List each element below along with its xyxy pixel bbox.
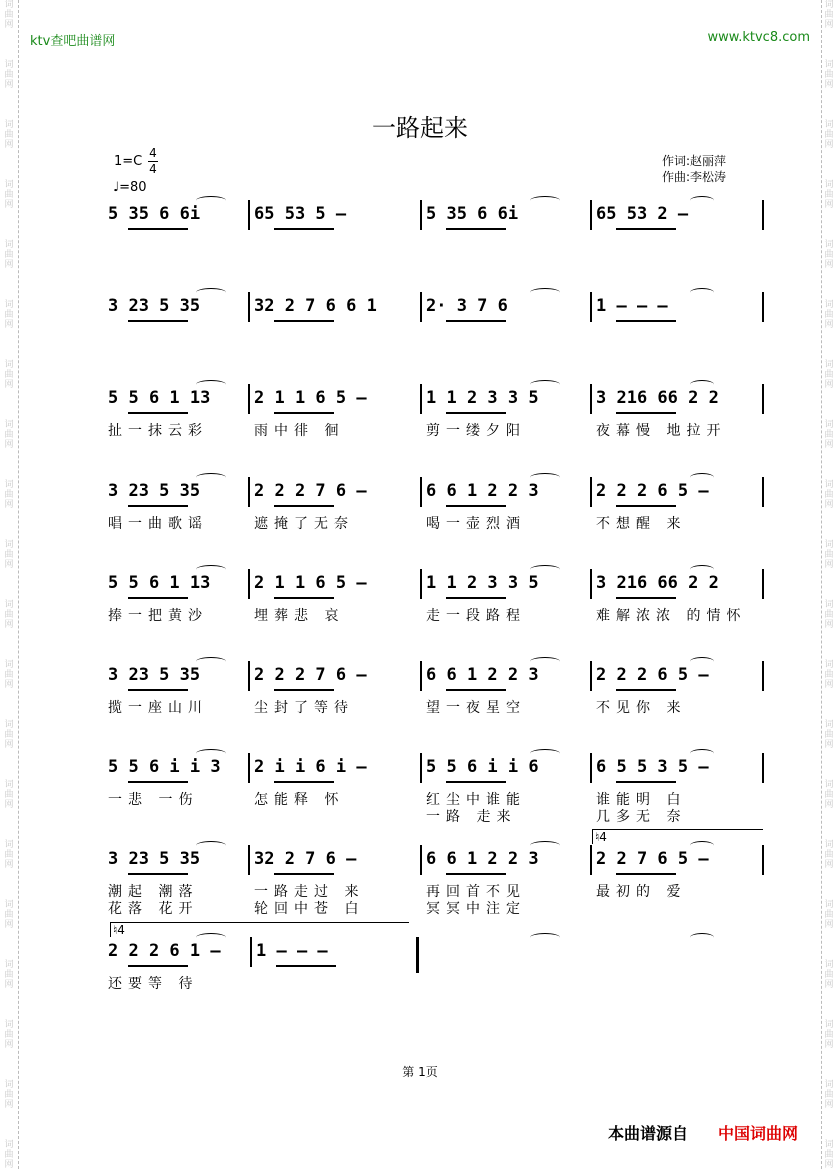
site-url-header[interactable]: www.ktvc8.com [707, 30, 810, 45]
tempo-marking [113, 180, 147, 195]
measure-notes: 1 – – – [596, 296, 668, 316]
measure-notes: 2 2 2 7 6 – [254, 665, 367, 685]
bar-line [762, 753, 764, 783]
watermark-text: 词 曲 网 [824, 960, 834, 990]
slur-mark [690, 749, 714, 758]
lyric-line-second-verse: 冥冥中注定 [426, 901, 526, 917]
bar-line [248, 477, 250, 507]
key-signature: 1=C [114, 154, 143, 169]
slur-mark [196, 841, 226, 850]
score-row [0, 388, 840, 468]
slur-mark [690, 657, 714, 666]
measure-notes: 3 23 5 35 [108, 296, 201, 316]
measure-notes: 5 5 6 1 13 [108, 388, 211, 408]
lyric-line: 夜幕慢 地拉开 [596, 423, 727, 439]
slur-mark [690, 380, 714, 389]
bar-line [762, 384, 764, 414]
watermark-text: 词 曲 网 [4, 840, 14, 870]
beam-line [446, 412, 506, 414]
watermark-text: 词 曲 网 [824, 540, 834, 570]
measure-notes: 2 i i 6 i – [254, 757, 367, 777]
bar-line [590, 569, 592, 599]
measure-notes: 3 216 66 2 2 [596, 388, 719, 408]
bar-line [248, 384, 250, 414]
lyric-line: 喝一壶烈酒 [426, 516, 526, 532]
bar-line [248, 845, 250, 875]
meter-bottom: 4 [149, 162, 157, 176]
bar-line [420, 569, 422, 599]
watermark-text: 词 曲 网 [824, 660, 834, 690]
beam-line [274, 320, 334, 322]
watermark-text: 词 曲 网 [824, 300, 834, 330]
lyric-line: 怎能释 怀 [254, 792, 345, 808]
measure-notes: 1 1 2 3 3 5 [426, 573, 539, 593]
lyric-line: 走一段路程 [426, 608, 526, 624]
lyric-line: 难解浓浓 的情怀 [596, 608, 747, 624]
quarter-note-icon: ♩ [113, 180, 120, 195]
lyric-line: 遮掩了无奈 [254, 516, 354, 532]
volta-label: ♮4 [595, 830, 607, 844]
lyric-line-second-verse: 花落 花开 [108, 901, 199, 917]
bar-line [248, 753, 250, 783]
measure-notes: 5 5 6 1 13 [108, 573, 211, 593]
watermark-text: 词 曲 网 [824, 0, 834, 30]
measure-notes: 32 2 7 6 6 1 [254, 296, 377, 316]
beam-line [446, 597, 506, 599]
beam-line [616, 597, 676, 599]
beam-line [446, 228, 506, 230]
meter-top: 4 [149, 146, 157, 160]
bar-line [250, 937, 252, 967]
bar-line [420, 477, 422, 507]
watermark-text: 词 曲 网 [4, 0, 14, 30]
slur-mark [196, 749, 226, 758]
watermark-text: 词 曲 网 [824, 720, 834, 750]
slur-mark [690, 565, 714, 574]
measure-notes: 2 2 2 6 1 – [108, 941, 221, 961]
lyric-line: 最初的 爱 [596, 884, 687, 900]
bar-line [420, 845, 422, 875]
lyric-line: 唱一曲歌谣 [108, 516, 208, 532]
watermark-text: 词 曲 网 [4, 600, 14, 630]
score-row [0, 665, 840, 745]
bar-line [762, 845, 764, 875]
lyric-line: 潮起 潮落 [108, 884, 199, 900]
slur-mark [530, 933, 560, 942]
lyric-line: 埋葬悲 哀 [254, 608, 345, 624]
lyric-line-second-verse: 几多无 奈 [596, 809, 687, 825]
watermark-text: 词 曲 网 [4, 900, 14, 930]
lyric-line: 望一夜星空 [426, 700, 526, 716]
bar-line [248, 292, 250, 322]
slur-mark [530, 196, 560, 205]
watermark-text: 词 曲 网 [824, 1020, 834, 1050]
watermark-text: 词 曲 网 [824, 900, 834, 930]
slur-mark [530, 657, 560, 666]
volta-bracket [110, 922, 409, 937]
watermark-text: 词 曲 网 [4, 60, 14, 90]
measure-notes: 3 23 5 35 [108, 665, 201, 685]
beam-line [446, 781, 506, 783]
page-number: 第 1页 [402, 1065, 438, 1079]
bar-line [416, 937, 419, 973]
measure-notes: 1 1 2 3 3 5 [426, 388, 539, 408]
beam-line [128, 689, 188, 691]
lyric-line: 谁能明 白 [596, 792, 687, 808]
score-row [0, 204, 840, 284]
bar-line [590, 477, 592, 507]
measure-notes: 1 – – – [256, 941, 328, 961]
watermark-text: 词 曲 网 [824, 1140, 834, 1170]
lyric-line: 扯一抹云彩 [108, 423, 208, 439]
source-site-link[interactable]: 中国词曲网 [718, 1124, 799, 1143]
bar-line [590, 661, 592, 691]
measure-notes: 3 23 5 35 [108, 849, 201, 869]
watermark-text: 词 曲 网 [4, 660, 14, 690]
source-label: 本曲谱源自 [608, 1124, 689, 1143]
beam-line [276, 965, 336, 967]
bar-line [762, 477, 764, 507]
watermark-text: 词 曲 网 [4, 420, 14, 450]
bar-line [420, 753, 422, 783]
watermark-text: 词 曲 网 [4, 780, 14, 810]
composer: 作曲:李松涛 [662, 170, 727, 184]
measure-notes: 2 1 1 6 5 – [254, 388, 367, 408]
slur-mark [530, 841, 560, 850]
lyricist: 作词:赵丽萍 [662, 154, 727, 168]
slur-mark [196, 473, 226, 482]
beam-line [128, 228, 188, 230]
watermark-text: 词 曲 网 [4, 960, 14, 990]
slur-mark [530, 565, 560, 574]
watermark-text: 词 曲 网 [824, 180, 834, 210]
watermark-text: 词 曲 网 [824, 1080, 834, 1110]
slur-mark [196, 657, 226, 666]
beam-line [274, 689, 334, 691]
score-row [0, 481, 840, 561]
beam-line [128, 505, 188, 507]
beam-line [128, 597, 188, 599]
lyric-line: 尘封了等待 [254, 700, 354, 716]
bar-line [248, 569, 250, 599]
watermark-text: 词 曲 网 [4, 1140, 14, 1170]
watermark-text: 词 曲 网 [824, 600, 834, 630]
tempo-value: =80 [119, 180, 147, 195]
beam-line [616, 228, 676, 230]
measure-notes: 6 6 1 2 2 3 [426, 481, 539, 501]
lyric-line: 还要等 待 [108, 976, 199, 992]
measure-notes: 6 6 1 2 2 3 [426, 849, 539, 869]
slur-mark [196, 380, 226, 389]
slur-mark [530, 749, 560, 758]
measure-notes: 5 35 6 6i [108, 204, 201, 224]
measure-notes: 5 35 6 6i [426, 204, 519, 224]
slur-mark [530, 473, 560, 482]
slur-mark [690, 473, 714, 482]
beam-line [616, 873, 676, 875]
beam-line [446, 873, 506, 875]
lyric-line: 雨中徘 徊 [254, 423, 345, 439]
score-row [0, 849, 840, 929]
score-row [0, 757, 840, 837]
watermark-text: 词 曲 网 [4, 120, 14, 150]
measure-notes: 5 5 6 i i 6 [426, 757, 539, 777]
watermark-text: 词 曲 网 [824, 420, 834, 450]
lyric-line: 不见你 来 [596, 700, 687, 716]
slur-mark [690, 196, 714, 205]
measure-notes: 32 2 7 6 – [254, 849, 357, 869]
bar-line [590, 200, 592, 230]
beam-line [274, 505, 334, 507]
measure-notes: 2 2 2 6 5 – [596, 481, 709, 501]
lyric-line: 红尘中谁能 [426, 792, 526, 808]
site-name-header[interactable]: ktv查吧曲谱网 [30, 34, 116, 49]
beam-line [616, 505, 676, 507]
beam-line [446, 505, 506, 507]
watermark-text: 词 曲 网 [824, 780, 834, 810]
measure-notes: 5 5 6 i i 3 [108, 757, 221, 777]
bar-line [420, 200, 422, 230]
score-row [0, 573, 840, 653]
beam-line [128, 412, 188, 414]
lyric-line-second-verse: 一路 走来 [426, 809, 517, 825]
slur-mark [690, 933, 714, 942]
slur-mark [196, 288, 226, 297]
bar-line [590, 384, 592, 414]
bar-line [420, 384, 422, 414]
measure-notes: 6 5 5 3 5 – [596, 757, 709, 777]
song-title: 一路起来 [372, 114, 468, 142]
beam-line [616, 689, 676, 691]
beam-line [616, 781, 676, 783]
lyric-line: 揽一座山川 [108, 700, 208, 716]
slur-mark [530, 288, 560, 297]
beam-line [446, 320, 506, 322]
watermark-text: 词 曲 网 [4, 720, 14, 750]
measure-notes: 3 23 5 35 [108, 481, 201, 501]
bar-line [762, 200, 764, 230]
watermark-text: 词 曲 网 [4, 360, 14, 390]
lyric-line: 再回首不见 [426, 884, 526, 900]
watermark-text: 词 曲 网 [824, 840, 834, 870]
bar-line [590, 292, 592, 322]
watermark-text: 词 曲 网 [4, 300, 14, 330]
measure-notes: 2 2 7 6 5 – [596, 849, 709, 869]
watermark-text: 词 曲 网 [4, 180, 14, 210]
beam-line [128, 873, 188, 875]
watermark-text: 词 曲 网 [824, 120, 834, 150]
beam-line [128, 965, 188, 967]
slur-mark [196, 196, 226, 205]
score-row [0, 941, 840, 1021]
volta-bracket [592, 829, 763, 844]
lyric-line: 一路走过 来 [254, 884, 365, 900]
beam-line [446, 689, 506, 691]
beam-line [274, 873, 334, 875]
bar-line [248, 661, 250, 691]
bar-line [762, 569, 764, 599]
lyric-line: 剪一缕夕阳 [426, 423, 526, 439]
measure-notes: 65 53 2 – [596, 204, 689, 224]
slur-mark [530, 380, 560, 389]
measure-notes: 2 1 1 6 5 – [254, 573, 367, 593]
volta-label: ♮4 [113, 923, 125, 937]
beam-line [616, 412, 676, 414]
bar-line [590, 753, 592, 783]
watermark-text: 词 曲 网 [4, 240, 14, 270]
beam-line [616, 320, 676, 322]
measure-notes: 3 216 66 2 2 [596, 573, 719, 593]
bar-line [248, 200, 250, 230]
measure-notes: 2 2 2 6 5 – [596, 665, 709, 685]
lyric-line: 一悲 一伤 [108, 792, 199, 808]
bar-line [420, 661, 422, 691]
watermark-text: 词 曲 网 [824, 60, 834, 90]
beam-line [274, 781, 334, 783]
beam-line [128, 320, 188, 322]
watermark-text: 词 曲 网 [4, 1020, 14, 1050]
measure-notes: 2 2 2 7 6 – [254, 481, 367, 501]
beam-line [128, 781, 188, 783]
lyric-line-second-verse: 轮回中苍 白 [254, 901, 365, 917]
watermark-text: 词 曲 网 [824, 240, 834, 270]
bar-line [762, 292, 764, 322]
slur-mark [196, 565, 226, 574]
beam-line [274, 412, 334, 414]
score-row [0, 296, 840, 376]
watermark-text: 词 曲 网 [824, 360, 834, 390]
lyric-line: 捧一把黄沙 [108, 608, 208, 624]
beam-line [274, 597, 334, 599]
beam-line [274, 228, 334, 230]
bar-line [590, 845, 592, 875]
watermark-text: 词 曲 网 [4, 540, 14, 570]
watermark-text: 词 曲 网 [4, 1080, 14, 1110]
watermark-text: 词 曲 网 [4, 480, 14, 510]
measure-notes: 2· 3 7 6 [426, 296, 508, 316]
credits [662, 153, 726, 185]
bar-line [420, 292, 422, 322]
watermark-text: 词 曲 网 [824, 480, 834, 510]
slur-mark [690, 288, 714, 297]
measure-notes: 65 53 5 – [254, 204, 347, 224]
bar-line [762, 661, 764, 691]
measure-notes: 6 6 1 2 2 3 [426, 665, 539, 685]
lyric-line: 不想醒 来 [596, 516, 687, 532]
time-signature [148, 146, 158, 177]
